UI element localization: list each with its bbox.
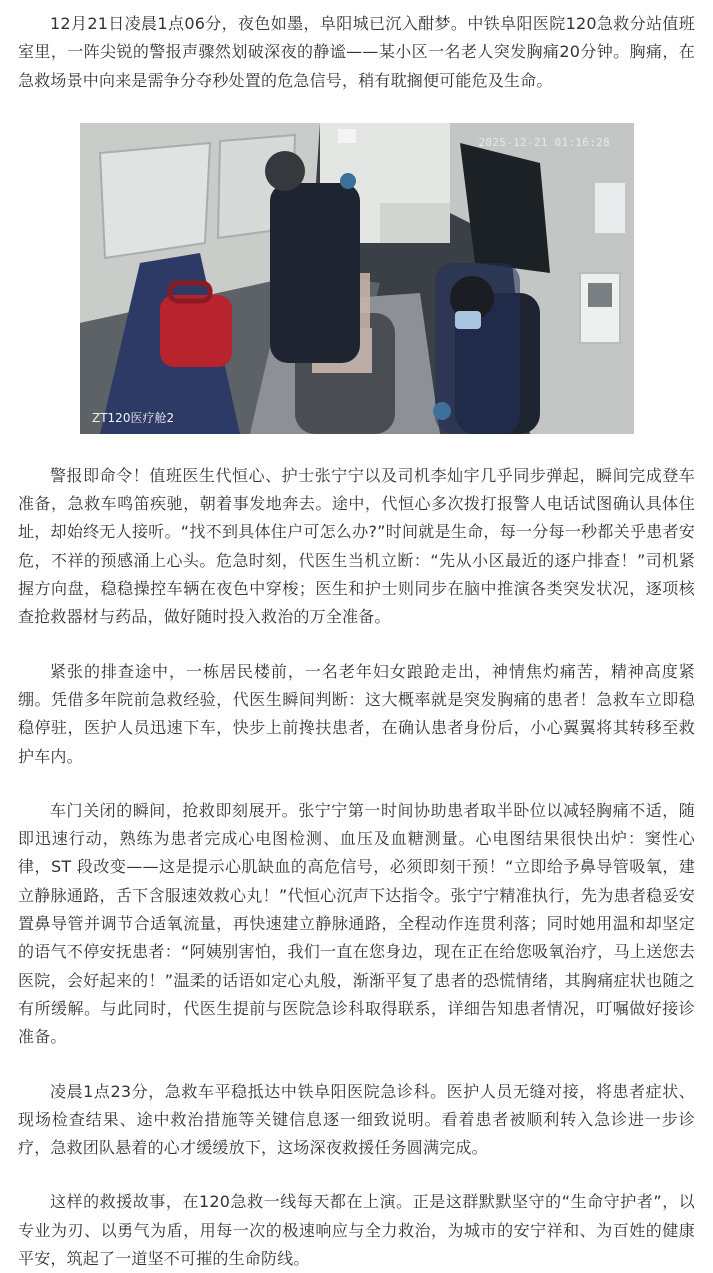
article-body bbox=[18, 10, 695, 1273]
paragraph-search: 紧张的排查途中，一栋居民楼前，一名老年妇女踉跄走出，神情焦灼痛苦，精神高度紧绷。凭借多年院前急救经验，代医生瞬间判断：这大概率就是突发胸痛的患者！急救车立即稳稳停驻，医护人员迅速下车，快步上前搀扶患者，在确认患者身份后，小心翼翼将其转移至救护车内。 bbox=[18, 661, 695, 766]
paragraph-arrival: 凌晨1点23分，急救车平稳抵达中铁阜阳医院急诊科。医护人员无缝对接，将患者症状、现场检查结果、途中救治措施等关键信息逐一细致说明。看着患者被顺利转入急诊进一步诊疗，急救团队悬着的心才缓缓放下，这场深夜救援任务圆满完成。 bbox=[18, 1081, 695, 1158]
photo-timestamp: 2025-12-21 01:16:28 bbox=[478, 135, 610, 149]
paragraph-treatment: 车门关闭的瞬间，抢救即刻展开。张宁宁第一时间协助患者取半卧位以减轻胸痛不适，随即迅速行动，熟练为患者完成心电图检测、血压及血糖测量。心电图结果很快出炉：窦性心律，ST 段改变——这是提示心肌缺血的高危信号，必须即刻干预！“立即给予鼻导管吸氧，建立静脉通路，舌下含服速效救心丸！”代恒心沉声下达指令。张宁宁精准执行，先为患者稳妥安置鼻导管并调节合适氧流量，再快速建立静脉通路，全程动作连贯利落；同时她用温和却坚定的语气不停安抚患者：“阿姨别害怕，我们一直在您身边，现在正在给您吸氧治疗，马上送您去医院，会好起来的！”温柔的话语如定心丸般，渐渐平复了患者的恐慌情绪，其胸痛症状也随之有所缓解。与此同时，代医生提前与医院急诊科取得联系，详细告知患者情况，叮嘱做好接诊准备。 bbox=[18, 800, 695, 1047]
paragraph-dispatch: 警报即命令！值班医生代恒心、护士张宁宁以及司机李灿宇几乎同步弹起，瞬间完成登车准备，急救车鸣笛疾驰，朝着事发地奔去。途中，代恒心多次拨打报警人电话试图确认具体住址，却始终无人接听。“找不到具体住户可怎么办?”时间就是生命，每一分每一秒都关乎患者安危，不祥的预感涌上心头。危急时刻，代医生当机立断：“先从小区最近的逐户排查！”司机紧握方向盘，稳稳操控车辆在夜色中穿梭；医生和护士则同步在脑中推演各类突发状况，逐项核查抢救器材与药品，做好随时投入救治的万全准备。 bbox=[18, 465, 695, 627]
cabinet-door bbox=[100, 143, 210, 258]
photo-caption: ZT120医疗舱2 bbox=[92, 410, 175, 425]
paragraph-closing: 这样的救援故事，在120急救一线每天都在上演。正是这群默默坚守的“生命守护者”，以专业为刃、以勇气为盾，用每一次的极速响应与全力救治，为城市的安宁祥和、为百姓的健康平安，筑起了一道坚不可摧的生命防线。 bbox=[18, 1192, 695, 1269]
paragraph-intro: 12月21日凌晨1点06分，夜色如墨，阜阳城已沉入酣梦。中铁阜阳医院120急救分站值班室里，一阵尖锐的警报声骤然划破深夜的静谧——某小区一名老人突发胸痛20分钟。胸痛，在急救场景中向来是需争分夺秒处置的危急信号，稍有耽搁便可能危及生命。 bbox=[18, 14, 695, 90]
doctor-head bbox=[265, 151, 305, 191]
doctor-uniform bbox=[270, 183, 360, 363]
red-medical-bag bbox=[160, 295, 232, 367]
photo-illustration bbox=[80, 123, 634, 434]
ambulance-interior-photo bbox=[80, 123, 634, 434]
